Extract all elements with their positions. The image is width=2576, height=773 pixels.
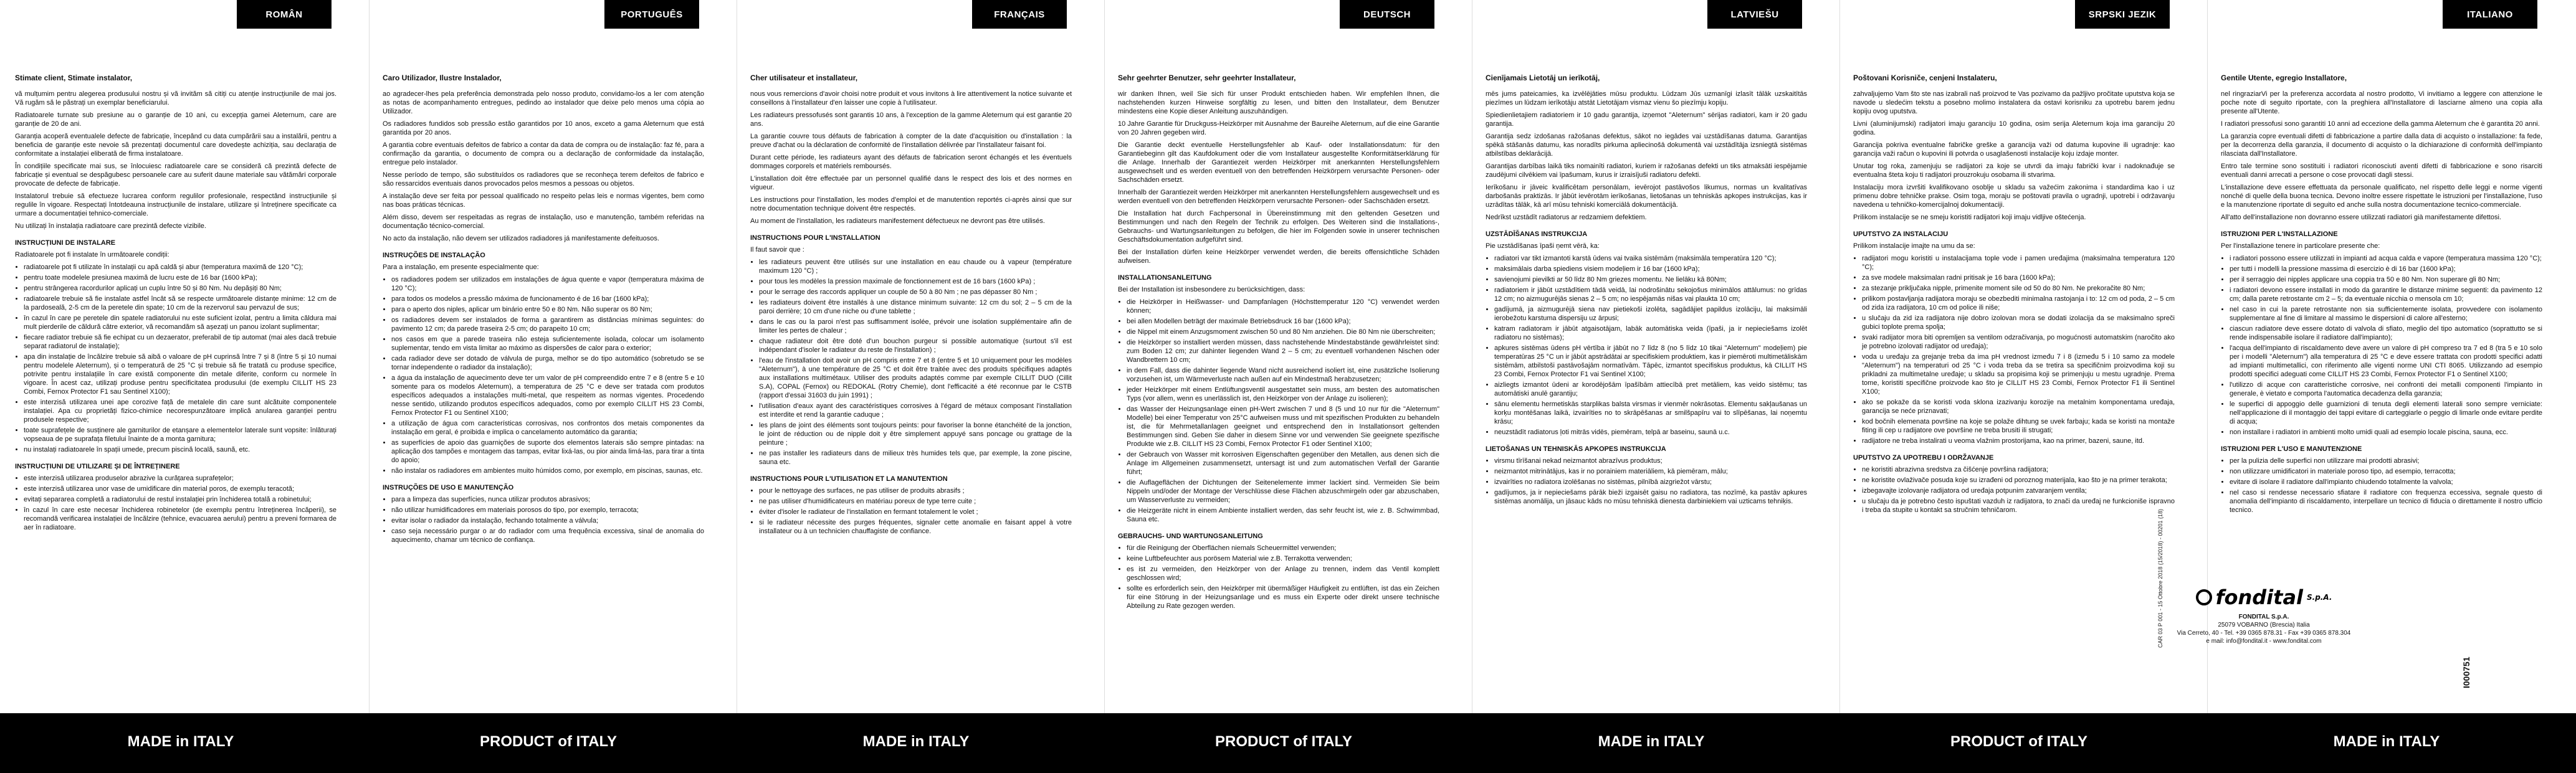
section-lead: Pie uzstādīšanas īpaši ņemt vērā, ka: xyxy=(1486,242,1600,250)
instruction-item: • radiatoarele trebuie să fie instalate astfel încât să se respecte următoarele distanțe minime: 12 cm de la pardoseală, 2-5 cm de la peretele din spate; 10 cm de la rezervorul sau pervazul de sus; xyxy=(24,295,336,312)
intro-paragraph: Au moment de l'installation, les radiateurs manifestement défectueux ne devront pas être utilisés. xyxy=(750,217,1045,225)
instruction-list xyxy=(750,486,1072,536)
language-column xyxy=(740,0,1080,713)
instruction-item: • jeder Heizkörper mit einem Entlüftungsventil ausgestattet sein muss, am besten des automatischen Typs (vor allem, wenn es unerlässlich ist, den Heizkörper von der Anlage zu isolieren); xyxy=(1127,386,1439,403)
instruction-item: • fiecare radiator trebuie să fie echipat cu un dezaerator, preferabil de tip automat (mai ales dacă trebuie separat radiatorul de instalație); xyxy=(24,333,336,351)
footer-label: PRODUCT of ITALY xyxy=(480,733,617,750)
intro-paragraph: Unutar tog roka, zamenjuju se radijatori za koje se utvrdi da imaju fabrički kvar i nadoknađuje se eventualna šteta koju ti radijatori prouzrokuju osobama ili stvarima. xyxy=(1853,163,2175,179)
instruction-item: • prilikom postavljanja radijatora moraju se obezbediti minimalna rastojanja i to: 12 cm od poda, 2 – 5 cm od zida iza radijatora, 10 cm od police ili niše; xyxy=(1862,295,2175,312)
instruction-item: • bei allen Modellen beträgt der maximale Betriebsdruck 16 bar (1600 kPa); xyxy=(1127,317,1439,326)
intro-paragraph: Radiatoarele turnate sub presiune au o garanție de 10 ani, cu excepția gamei Aleternum, care are garanție de 20 de ani. xyxy=(15,111,336,128)
instruction-item: • za sve modele maksimalan radni pritisak je 16 bara (1600 kPa); xyxy=(1862,273,2175,282)
instruction-item: • para todos os modelos a pressão máxima de funcionamento é de 16 bar (1600 kPa); xyxy=(391,295,704,303)
intro-paragraph: zahvaljujemo Vam što ste nas izabrali naš proizvod te Vas pozivamo da pažljivo pročitate uputstva koja se navode u sledećim tekstu a posebno molimo instalatera da ostavi korisniku za upotrebu barem jednu kopiju ovog uputstva. xyxy=(1853,90,2175,115)
instruction-item: • keine Luftbefeuchter aus porösem Material wie z.B. Terrakotta verwenden; xyxy=(1127,554,1439,563)
intro-paragraph: nel ringraziarVi per la preferenza accordata al nostro prodotto, Vi invitiamo a leggere con attenzione le poche note di seguito riportate, con la preghiera all'Installatore di lasciarne almeno una copia alla presente all'Utente. xyxy=(2221,90,2542,115)
section-lead: Radiatoarele pot fi instalate în următoarele condiții: xyxy=(15,251,169,258)
instruction-item: • non installare i radiatori in ambienti molto umidi quali ad esempio locale piscina, sauna, ecc. xyxy=(2230,428,2542,437)
intro-paragraph: vă mulțumim pentru alegerea produsului nostru și vă invităm să citiți cu atenție instrucțiunile de mai jos. Vă rugăm să le păstrați un exemplar beneficiarului. xyxy=(15,90,336,107)
greeting: Cher utilisateur et installateur, xyxy=(750,74,858,82)
instruction-item: • die Nippel mit einem Anzugsmoment zwischen 50 und 80 Nm anziehen. Die 80 Nm nie überschreiten; xyxy=(1127,328,1439,336)
instruction-item: • gadījumos, ja ir nepieciešams pārāk bieži izgaisēt gaisu no radiatora, tas nozīmē, ka pastāv apkures sistēmas anomālija, un jāsauc kāds no mūsu tehniskā dienesta darbiniekiem vai uzticams tehniķis. xyxy=(1494,488,1807,506)
instruction-item: • evitare di isolare il radiatore dall'impianto chiudendo totalmente la valvola; xyxy=(2230,478,2542,486)
instruction-item: • die Heizkörper in Heißwasser- und Dampfanlagen (Höchsttemperatur 120 °C) verwendet werden können; xyxy=(1127,298,1439,315)
footer-label: PRODUCT of ITALY xyxy=(1215,733,1352,750)
instruction-item: • maksimālais darba spiediens visiem modeļiem ir 16 bar (1600 kPa); xyxy=(1494,265,1807,273)
instruction-item: • os radiadores podem ser utilizados em instalações de água quente e vapor (temperatura máxima de 120 °C); xyxy=(391,275,704,293)
instruction-list xyxy=(15,474,336,532)
instruction-list xyxy=(1853,254,2175,445)
instruction-item: • ne pas utiliser d'humidificateurs en matériau poreux de type terre cuite ; xyxy=(759,497,1072,506)
section-title: INSTRUÇÕES DE USO E MANUTENÇÃO xyxy=(383,484,514,491)
instruction-item: • radiatoriem ir jābūt uzstādītiem tādā veidā, lai nodrošinātu sekojošus minimālos attālumus: no grīdas 12 cm; no aizmugurējās sienas 2 – 5 cm; no iespējamās nišas vai plaukta 10 cm; xyxy=(1494,286,1807,303)
document-code: CAR 03 P 001 - 15 Ottobre 2018 (15/2018) - 00201 (18) xyxy=(2157,509,2163,648)
footer-label: MADE in ITALY xyxy=(127,733,234,750)
intro-paragraph: Die Garantie deckt eventuelle Herstellungsfehler ab Kauf- oder Installationsdatum: für den Garantiebeginn gilt das Kaufdokument oder die vom Installateur ausgestellte Konformitätserklärung für die Anlage. Innerhalb der Garantiezeit werden Heizkörper mit anerkannten Herstellungsfehlern ausgewechselt und es werden eventuell von den betreffenden Heizkörpern verursachte Personen- oder Sachschäden ersetzt. xyxy=(1118,141,1439,184)
instruction-item: • aizliegts izmantot ūdeni ar korodējošām īpašībām attiecībā pret metāliem, kas veido sistēmu; tas automātiski anulē garantiju; xyxy=(1494,381,1807,398)
instruction-item: • gadījumā, ja aizmugurējā siena nav pietiekoši izolēta, sagādājiet papildus izolāciju, lai maksimāli ierobežotu karstuma dispersiju uz ārpusi; xyxy=(1494,305,1807,323)
intro-paragraph: Innerhalb der Garantiezeit werden Heizkörper mit anerkannten Herstellungsfehlern ausgewechselt und es werden eventuell von den betreffenden Heizkörpern verursachte Personen- oder Sachschäden ersetzt. xyxy=(1118,189,1439,205)
instruction-item: • der Gebrauch von Wasser mit korrosiven Eigenschaften gegenüber den Metallen, aus denen sich die Anlage im Allgemeinen zusammensetzt, untersagt ist und zum automatischen Verfall der Garantie führt; xyxy=(1127,450,1439,477)
instruction-item: • nos casos em que a parede traseira não esteja suficientemente isolada, colocar um isolamento suplementar, tendo em vista limitar ao máximo as dispersões de calor para o exterior; xyxy=(391,335,704,353)
instruction-item: • non utilizzare umidificatori in materiale poroso tipo, ad esempio, terracotta; xyxy=(2230,467,2542,476)
section-title: INSTRUCTIONS POUR L'UTILISATION ET LA MANUTENTION xyxy=(750,475,948,483)
section-lead: Prilikom instalacije imajte na umu da se: xyxy=(1853,242,1975,250)
section-lead: Per l'installazione tenere in particolare presente che: xyxy=(2221,242,2380,250)
instruction-item: • în cazul în care pe peretele din spatele radiatorului nu este suficient izolat, pentru a limita căldura mai mult pierderile de căldură către exterior, vă recomandăm să așezați un panou izolant suplimentar; xyxy=(24,314,336,331)
section-lead: Para a instalação, em presente especialmente que: xyxy=(383,263,539,271)
instruction-item: • as superfícies de apoio das guarnições de suporte dos elementos laterais são sempre pintadas: na aplicação dos tampões e montagem das tampas, evitar lixá-las, ou pior ainda limá-las, para tirar a tinta do apoio; xyxy=(391,439,704,465)
instruction-item: • a utilização de água com características corrosivas, nos confrontos dos metais componentes da instalação em geral, é proibida e implica o cancelamento automático da garantia; xyxy=(391,419,704,437)
instruction-item: • os radiadores devem ser instalados de forma a garantirem as distâncias mínimas seguintes: do pavimento 12 cm; da parede traseira 2-5 cm; do parapeito 10 cm; xyxy=(391,316,704,333)
logo-suffix: S.p.A. xyxy=(2307,593,2332,602)
footer-bar xyxy=(0,713,2576,773)
instruction-item: • não utilizar humidificadores em materiais porosos do tipo, por exemplo, terracota; xyxy=(391,506,704,515)
company-block xyxy=(2175,586,2353,685)
footer-label: PRODUCT of ITALY xyxy=(1950,733,2087,750)
greeting: Cienījamais Lietotāj un ierīkotāj, xyxy=(1486,74,1600,82)
section-title: INSTRUCTIONS POUR L'INSTALLATION xyxy=(750,234,880,242)
intro-paragraph: În condițiile specificate mai sus, se înlocuiesc radiatoarele care se consideră că prezintă defecte de fabricație și eventual se despăgubesc persoanele care au suferit daune materiale sau vătămări corporale provocate de defecte de fabricație. xyxy=(15,163,336,187)
greeting: Stimate client, Stimate instalator, xyxy=(15,74,133,82)
intro-paragraph: Garancija pokriva eventualne fabričke greške a garancija važi od datuma kupovine ili ugradnje: kao garancija važi račun o kupovini ili potvrda o usaglašenosti instalacije koju izdaje monter. xyxy=(1853,141,2175,158)
instruction-item: • ako se pokaže da se koristi voda sklona izazivanju korozije na metalnim komponentama uređaja, garancija se neće priznavati; xyxy=(1862,398,2175,415)
section-title: INSTRUCȚIUNI DE INSTALARE xyxy=(15,239,116,247)
intro-paragraph: Garantija sedz izdošanas ražošanas defektus, sākot no iegādes vai uzstādīšanas datuma. Garantijas spēkā stāšanās datumu, kas noradīts pirkuma apliecinošā dokumentā vai uzstādītāja izsniegtā sistēmas atbilstības deklarācijā. xyxy=(1486,133,1807,158)
instruction-item: • radiatori var tikt izmantoti karstā ūdens vai tvaika sistēmām (maksimāla temperatūra 120 °C); xyxy=(1494,254,1807,263)
instruction-list xyxy=(383,495,704,544)
instruction-item: • si le radiateur nécessite des purges fréquentes, signaler cette anomalie en faisant appel à votre installateur ou à un technicien chauffagiste de confiance. xyxy=(759,518,1072,536)
intro-paragraph: wir danken Ihnen, weil Sie sich für unser Produkt entschieden haben. Wir empfehlen Ihnen, die nachstehenden kurzen Hinweise sorgfältig zu lesen, und bitten den Installateur, dem Benutzer mindestens eine Kopie dieser Anleitung auszuhändigen. xyxy=(1118,90,1439,115)
instruction-list xyxy=(383,275,704,475)
logo-mark-icon xyxy=(2196,589,2212,605)
intro-paragraph: Nesse período de tempo, são substituídos os radiadores que se reconheça terem defeitos de fabrico e são ressarcidos eventuais danos provocados pelos mesmos a pessoas ou objetos. xyxy=(383,171,704,187)
instruction-item: • le superfici di appoggio delle guarnizioni di tenuta degli elementi laterali sono sempre verniciate: nell'applicazione di il montaggio dei tappi evitare di carteggiarle o peggio di limarle onde evitare perdite di acqua; xyxy=(2230,400,2542,426)
instruction-item: • izvairīties no radiatora izolēšanas no sistēmas, pilnībā aizgriežot vārstu; xyxy=(1494,478,1807,486)
footer-label: MADE in ITALY xyxy=(862,733,970,750)
instruction-item: • apa din instalație de încălzire trebuie să aibă o valoare de pH cuprinsă între 7 și 8 (între 5 și 10 numai pentru modelele Aleternum), și o temperatură de 25 °C și trebuie să fie tratată cu produse specifice, potrivite pentru instalațiile în care există componente din metale diferite, conform cu normele în vigoare. În acest caz, utilizați produse pentru specificitatea produsului (de exemplu CILLIT HS 23 Combi, Fernox Protector F1 sau Sentinel X100); xyxy=(24,353,336,396)
language-column xyxy=(5,0,345,713)
language-column xyxy=(1843,0,2183,713)
instruction-item: • evitați separarea completă a radiatorului de restul instalației prin închiderea totală a robinetului; xyxy=(24,495,336,504)
instruction-item: • ne pas installer les radiateurs dans de milieux très humides tels que, par exemple, la zone piscine, sauna etc. xyxy=(759,449,1072,467)
intro-paragraph: Les instructions pour l'installation, les modes d'emploi et de manutention reportés ci-après ainsi que sur notre documentation technique doivent être respectés. xyxy=(750,196,1072,212)
section-title: UZSTĀDĪŠANAS INSTRUKCIJA xyxy=(1486,230,1588,238)
instruction-item: • pentru strângerea racordurilor aplicați un cuplu între 50 și 80 Nm. Nu depășiți 80 Nm; xyxy=(24,284,336,293)
language-tab: ROMÂN xyxy=(237,0,332,29)
greeting: Caro Utilizador, Ilustre Instalador, xyxy=(383,74,502,82)
instruction-item: • nel caso in cui la parete retrostante non sia sufficientemente isolata, provvedere con isolamento supplementare al fine di limitare al massimo le dispersioni di calore all'esterno; xyxy=(2230,305,2542,323)
footer-label: MADE in ITALY xyxy=(1598,733,1705,750)
instruction-item: • izbegavajte izolovanje radijatora od uređaja potpunim zatvaranjem ventila; xyxy=(1862,486,2175,495)
intro-paragraph: mēs jums pateicamies, ka izvēlējāties mūsu produktu. Lūdzam Jūs uzmanīgi izlasīt tālāk uzskaitītās piezīmes un lūdzam ierīkotāju atstāt Lietotājam vismaz vienu šo piezīmju kopiju. xyxy=(1486,90,1807,107)
instruction-item: • nu instalați radiatoarele în spații umede, precum piscină locală, saună, etc. xyxy=(24,445,336,454)
section-title: ISTRUZIONI PER L'INSTALLAZIONE xyxy=(2221,230,2338,238)
column-divider xyxy=(369,0,370,713)
instruction-list xyxy=(1486,254,1807,437)
intro-paragraph: ao agradecer-lhes pela preferência demonstrada pelo nosso produto, convidamo-los a ler com atenção as notas de acompanhamento entregues, pedindo ao instalador que deixe pelo menos uma cópia ao Utilizador. xyxy=(383,90,704,115)
instruction-item: • die Heizkörper so installiert werden müssen, dass nachstehende Mindestabstände gewährleistet sind: zum Boden 12 cm; zur dahinter liegenden Wand 2 – 5 cm; zu eventuell vorhandenen Nischen oder Wandbrettern 10 cm; xyxy=(1127,338,1439,364)
greeting: Gentile Utente, egregio Installatore, xyxy=(2221,74,2347,82)
instruction-item: • chaque radiateur doit être doté d'un bouchon purgeur si possible automatique (surtout s'il est indépendant d'isoler le radiateur du reste de l'installation) ; xyxy=(759,337,1072,354)
language-tab: SRPSKI JEZIK xyxy=(2075,0,2170,29)
section-title: GEBRAUCHS- UND WARTUNGSANLEITUNG xyxy=(1118,533,1263,540)
instruction-item: • u slučaju da je potrebno često ispuštati vazduh iz radijatora, to znači da uređaj ne funkcioniše ispravno i treba da stupite u kontakt sa stručnim tehničarom. xyxy=(1862,497,2175,515)
intro-paragraph: Die Installation hat durch Fachpersonal in Übereinstimmung mit den geltenden Gesetzen und Bestimmungen und nach den Regeln der Technik zu erfolgen. Des Weiteren sind die Installations-, Gebrauchs- und Wartungsanleitungen zu befolgen, die hier im Folgenden sowie in unserer technischen Geschäftsdokumentation aufgeführt sind. xyxy=(1118,210,1439,244)
instruction-item: • ne koristiti abrazivna sredstva za čišćenje površina radijatora; xyxy=(1862,465,2175,474)
instruction-item: • nel caso si rendesse necessario sfiatare il radiatore con frequenza eccessiva, segnale questo di anomalia dell'impianto di riscaldamento, interpellare un tecnico di fiducia o direttamente il nostro ufficio tecnico. xyxy=(2230,488,2542,515)
instruction-item: • in dem Fall, dass die dahinter liegende Wand nicht ausreichend isoliert ist, eine zusätzliche Isolierung vorzusehen ist, um Wärmeverluste nach außen auf ein Mindestmaß herabzusetzen; xyxy=(1127,366,1439,384)
instruction-item: • a água da instalação de aquecimento deve ter um valor de pH compreendido entre 7 e 8 (entre 5 e 10 somente para os modelos Aleternum), a temperatura de 25 °C e deve ser tratada com produtos específicos adequados a instalações multi-metal, que respeitem as normas vigentes. Procedendo nesse sentido, utilizando produtos específicos adequados, como por exemplo CILLIT HS 23 Combi, Fernox Protector F1 ou Sentinel X100; xyxy=(391,374,704,417)
instruction-item: • l'acqua dell'impianto di riscaldamento deve avere un valore di pH compreso tra 7 ed 8 (tra 5 e 10 solo per i modelli "Aleternum") alla temperatura di 25 °C e deve essere trattata con prodotti specifici adatti ad impianti multimetallici, con riferimento alle vigenti norme UNI CTI 8065. Utilizzando ad esempio prodotti specifici adeguati come CILLIT HS 23 Combi, Fernox Protector F1 o Sentinel X100; xyxy=(2230,344,2542,379)
language-column xyxy=(1476,0,1816,713)
instruction-item: • l'utilisation d'eaux ayant des caractéristiques corrosives à l'égard de métaux composant l'installation est interdite et rend la garantie caduque ; xyxy=(759,402,1072,419)
language-column xyxy=(1108,0,1448,713)
instruction-item: • per la pulizia delle superfici non utilizzare mai prodotti abrasivi; xyxy=(2230,457,2542,465)
instruction-item: • cada radiador deve ser dotado de válvula de purga, melhor se do tipo automático (sobretudo se se tornar independente o radiador da instalação); xyxy=(391,354,704,372)
instruction-item: • es ist zu vermeiden, den Heizkörper von der Anlage zu trennen, indem das Ventil komplett geschlossen wird; xyxy=(1127,565,1439,582)
instruction-list xyxy=(1853,465,2175,515)
instruction-item: • les plans de joint des éléments sont toujours peints: pour favoriser la bonne étanchéité de la jonction, le joint de réduction ou de nipple doit y être simplement appuyé sans poncage ou grattage de la peinture ; xyxy=(759,421,1072,447)
intro-paragraph: No acto da instalação, não devem ser utilizados radiadores já manifestamente defeituosos. xyxy=(383,235,659,242)
instruction-item: • die Auflageflächen der Dichtungen der Seitenelemente immer lackiert sind. Vermeiden Sie beim Nippeln und/oder der Montage der Verschlüsse diese Flächen abzuschmirgeln oder gar abzuschaben, um Wasserverluste zu vermeiden; xyxy=(1127,478,1439,505)
instruction-list xyxy=(2221,254,2542,437)
instruction-list xyxy=(1118,544,1439,610)
company-address-1: 25079 VOBARNO (Brescia) Italia xyxy=(2218,622,2310,628)
instruction-item: • não instalar os radiadores em ambientes muito húmidos como, por exemplo, em piscinas, saunas, etc. xyxy=(391,467,704,475)
instruction-list xyxy=(750,258,1072,467)
section-title: UPUTSTVO ZA UPOTREBU I ODRŽAVANJE xyxy=(1853,454,1994,462)
intro-paragraph: All'atto dell'installazione non dovranno essere utilizzati radiatori già manifestamente difettosi. xyxy=(2221,214,2501,221)
instruction-item: • este interzisă utilizarea produselor abrazive la curățarea suprafețelor; xyxy=(24,474,336,483)
section-title: ISTRUZIONI PER L'USO E MANUTENZIONE xyxy=(2221,445,2362,453)
instruction-item: • este interzisă utilizarea unei ape corozive față de metalele din care sunt alcătuite componentele instalației. Apa cu proprietăți fizico-chimice necorespunzătoare implică anularea garanției pentru produsele respective; xyxy=(24,398,336,424)
section-title: INSTRUCȚIUNI DE UTILIZARE ȘI DE ÎNTREȚINERE xyxy=(15,463,180,470)
instruction-item: • neuzstādīt radiatorus ļoti mitrās vidēs, piemēram, telpā ar baseinu, saunā u.c. xyxy=(1494,428,1807,437)
instruction-item: • caso seja necessário purgar o ar do radiador com uma frequência excessiva, sinal de anomalia do aquecimento, chamar um técnico de confiança. xyxy=(391,527,704,544)
instruction-item: • toate suprafețele de susținere ale garniturilor de etanșare a elementelor laterale sunt vopsite: înlăturați vopseaua de pe suprafața filetului înainte de a monta garnitura; xyxy=(24,426,336,443)
instruction-item: • i radiatori devono essere installati in modo da garantire le distanze minime seguenti: da pavimento 12 cm; dalla parete retrostante cm 2 – 5; da eventuale nicchia o mensola cm 10; xyxy=(2230,286,2542,303)
intro-paragraph: La garanzia copre eventuali difetti di fabbricazione a partire dalla data di acquisto o installazione: fa fede, per la decorrenza della garanzia, il documento di acquisto o la dichiarazione di conformità dell'impianto rilasciata dall'Installatore. xyxy=(2221,133,2542,158)
instruction-item: • virsmu tīrīšanai nekad neizmantot abrazīvus produktus; xyxy=(1494,457,1807,465)
intro-paragraph: Ierīkošanu ir jāveic kvalificētam personālam, ievērojot pastāvošos likumus, normas un kvalitatīvas darbošanās praktizās. Ir jābūt ievērotām ierīkošanas, lietošanas un tehniskās apkopes instrukcijas, kas ir uzrādītas tālāk, kā arī mūsu tehniski komerciālā dokumentācijā. xyxy=(1486,184,1807,209)
language-tab: LATVIEŠU xyxy=(1707,0,1802,29)
instruction-item: • ciascun radiatore deve essere dotato di valvola di sfiato, meglio del tipo automatico (soprattutto se si rende indispensabile isolare il radiatore dall'impianto); xyxy=(2230,325,2542,342)
instruction-item: • evitar isolar o radiador da instalação, fechando totalmente a válvula; xyxy=(391,516,704,525)
section-lead: Il faut savoir que : xyxy=(750,246,804,254)
instruction-item: • dans le cas ou la paroi n'est pas suffisamment isolée, prévoir une isolation supplémentaire afin de limiter les pertes de chaleur ; xyxy=(759,318,1072,335)
instruction-list xyxy=(1118,298,1439,524)
intro-paragraph: Bei der Installation dürfen keine Heizkörper verwendet werden, die bereits offensichtliche Schäden aufweisen. xyxy=(1118,249,1439,265)
instruction-item: • apkures sistēmas ūdens pH vērtība ir jābūt no 7 līdz 8 (no 5 līdz 10 tikai "Aleternum" modeļiem) pie temperatūras 25 °C un ir jābūt apstrādātai ar specifiskiem produktiem, kas ir piemēroti multimetāliskām sistēmām, atbilstoši pastāvošajām normatīvām. Tāpēc, izmantot specifiskus produktus, kā CILLIT HS 23 Combi, Fernox Protector F1 vai Sentinel X100; xyxy=(1494,344,1807,379)
language-tab: FRANÇAIS xyxy=(972,0,1067,29)
intro-paragraph: nous vous remercions d'avoir choisi notre produit et vous invitons à lire attentivement la notice suivante et conseillons à l'installateur d'en laisser une copie à l'utilisateur. xyxy=(750,90,1072,107)
intro-paragraph: A garantia cobre eventuais defeitos de fabrico a contar da data de compra ou de instalação: faz fé, para a confirmação da garantia, o documento de compra ou a declaração de conformidade da instalação, entregue pelo instalador. xyxy=(383,141,704,166)
instruction-item: • sānu elementu hermetiskās starplikas balsta virsmas ir vienmēr nokrāsotas. Elementu sakļaušanas un korķu montēšanas laikā, izvairīties no to skrāpēšanas ar smilšpapīru vai to slīpēšanas, lai noņemtu krāsu; xyxy=(1494,400,1807,426)
logo-text: fondital xyxy=(2215,586,2303,609)
instruction-item: • pour le nettoyage des surfaces, ne pas utiliser de produits abrasifs ; xyxy=(759,486,1072,495)
language-tab: PORTUGUÊS xyxy=(604,0,699,29)
instruction-item: • für die Reinigung der Oberflächen niemals Scheuermittel verwenden; xyxy=(1127,544,1439,552)
fondital-logo xyxy=(2175,586,2353,609)
intro-paragraph: Prilikom instalacije se ne smeju koristiti radijatori koji imaju vidljive oštećenja. xyxy=(1853,214,2086,221)
column-divider xyxy=(1104,0,1105,713)
instruction-item: • para a limpeza das superfícies, nunca utilizar produtos abrasivos; xyxy=(391,495,704,504)
instruction-item: • za stezanje priključaka nipple, primenite moment sile od 50 do 80 Nm. Ne prekoračite 80 Nm; xyxy=(1862,284,2175,293)
intro-paragraph: Spiedienlietajiem radiatoriem ir 10 gadu garantija, izņemot "Aleternum" sērijas radiatori, kam ir 20 gadu garantija. xyxy=(1486,111,1807,128)
instruction-item: • kod bočnih elemenata površine na koje se polaže dihtung se uvek farbaju; kada se koristi na montaže fiting ili cep u radijatore ove površine ne treba brusiti ili strugati; xyxy=(1862,417,2175,435)
language-tab: DEUTSCH xyxy=(1340,0,1434,29)
intro-paragraph: Garanția acoperă eventualele defecte de fabricație, începând cu data cumpărării sau a instalării, pentru a beneficia de garanție este nevoie să prezentați documentul care dovedește achiziția, sau declarația de conformitate a instalației eliberată de firma instalatoare. xyxy=(15,133,336,158)
instruction-item: • svaki radijator mora biti opremljen sa ventilom odzračivanja, po mogućnosti automatskim (naročito ako je potrebno izolovati radijator od uređaja); xyxy=(1862,333,2175,351)
instruction-item: • este interzisă utilizarea unor vase de umidificare din material poros, de exemplu teracotă; xyxy=(24,485,336,493)
instruction-item: • radijatore ne treba instalirati u veoma vlažnim prostorijama, kao na primer, bazeni, saune, itd. xyxy=(1862,437,2175,445)
intro-paragraph: Garantijas darbības laikā tiks nomainīti radiatori, kuriem ir ražošanas defekti un tiks atmaksāti iespējamie zaudējumi cilvēkiem vai īpašumam, kurus ir izraisījuši radiatoru defekti. xyxy=(1486,163,1807,179)
instruction-item: • u slučaju da zid iza radijatora nije dobro izolovan mora se dodati izolacija da se maksimalno spreči gubici toplote prema spolja; xyxy=(1862,314,2175,331)
instruction-item: • para o aperto dos niples, aplicar um binário entre 50 e 80 Nm. Não superar os 80 Nm; xyxy=(391,305,704,314)
intro-paragraph: L'installazione deve essere effettuata da personale qualificato, nel rispetto delle leggi e norme vigenti nonché di quelle della buona tecnica. Devono inoltre essere rispettate le istruzioni per l'installazione, l'uso e la manutenzione riportate di seguito ed anche sulla nostra documentazione tecnico-commerciale. xyxy=(2221,184,2542,209)
intro-paragraph: Nedrīkst uzstādīt radiatorus ar redzamiem defektiem. xyxy=(1486,214,1647,221)
instruction-item: • i radiatori possono essere utilizzati in impianti ad acqua calda e vapore (temperatura massima 120 °C); xyxy=(2230,254,2542,263)
intro-paragraph: Instalaciju mora izvršiti kvalifikovano osoblje u skladu sa važećim zakonima i standardima kao i uz primenu dobre tehničke prakse. Osim toga, moraju se poštovati pravila o ugradnji, upotrebi i održavanju navedena u tehničko-komercijalnoj dokumentaciji. xyxy=(1853,184,2175,209)
greeting: Poštovani Korisniče, cenjeni Instalateru, xyxy=(1853,74,1997,82)
instruction-item: • per il serraggio dei nipples applicare una coppia tra 50 e 80 Nm. Non superare gli 80 Nm; xyxy=(2230,275,2542,284)
instruction-item: • pour le serrage des raccords appliquer un couple de 50 à 80 Nm ; ne pas dépasser 80 Nm ; xyxy=(759,288,1072,296)
intro-paragraph: Durant cette période, les radiateurs ayant des défauts de fabrication seront échangés et les éventuels dommages corporels et matériels remboursés. xyxy=(750,154,1072,170)
instruction-list xyxy=(2221,457,2542,515)
greeting: Sehr geehrter Benutzer, sehr geehrter Installateur, xyxy=(1118,74,1296,82)
instruction-item: • voda u uređaju za grejanje treba da ima pH vrednost između 7 i 8 (između 5 i 10 samo za modele "Aleternum") na temperaturi od 25 °C i voda treba da se tretira sa specifičnim proizvodima koji su prikladni za multimetalne uređaje; u skladu sa propisima koji se primenjuju u mestu ugradnje. Prema tome, koristiti specifične proizvode kao što je CILLIT HS 23 Combi, Fernox Protector F1 ili Sentinel X100; xyxy=(1862,353,2175,396)
language-column xyxy=(373,0,713,713)
instruction-item: • ne koristite ovlaživače posuda koje su izrađeni od poroznog materijala, kao što je na primer terakota; xyxy=(1862,476,2175,485)
intro-paragraph: Os radiadores fundidos sob pressão estão garantidos por 10 anos, exceto a gama Aleternum que está garantida por 20 anos. xyxy=(383,120,704,136)
instruction-list xyxy=(1486,457,1807,506)
footer-label: MADE in ITALY xyxy=(2333,733,2440,750)
intro-paragraph: Além disso, devem ser respeitadas as regras de instalação, uso e manutenção, também referidas na documentação técnico-comercial. xyxy=(383,214,704,230)
instruction-item: • les radiateurs peuvent être utilisés sur une installation en eau chaude ou à vapeur (température maximum 120 °C) ; xyxy=(759,258,1072,275)
intro-paragraph: L'installation doit être effectuée par un personnel qualifié dans le respect des lois et des normes en vigueur. xyxy=(750,175,1072,191)
instruction-item: • în cazul în care este necesar închiderea robinetelor (de exemplu pentru întreținerea încăperii), se recomandă verificarea instalației de încălzire (tehnice, evacuarea aerului) pentru a preveni formarea de aer în radiatoare. xyxy=(24,506,336,532)
company-name: FONDITAL S.p.A. xyxy=(2238,614,2289,620)
instruction-item: • pentru toate modelele presiunea maximă de lucru este de 16 bar (1600 kPa); xyxy=(24,273,336,282)
section-title: LIETOŠANAS UN TEHNISKĀS APKOPES INSTRUKCIJA xyxy=(1486,445,1666,453)
instruction-item: • les radiateurs doivent être installés à une distance minimum suivante: 12 cm du sol; 2 – 5 cm de la paroi derrière; 10 cm d'une niche ou d'une tablette ; xyxy=(759,298,1072,316)
instruction-item: • neizmantot mitrinātājus, kas ir no porainiem materiāliem, kā piemēram, mālu; xyxy=(1494,467,1807,476)
intro-paragraph: Nu utilizați în instalația radiatoare care prezintă defecte vizibile. xyxy=(15,222,206,230)
intro-paragraph: Livni (aluminijumski) radijatori imaju garanciju 10 godina, osim serija Aleternum koja ima garanciju 20 godina. xyxy=(1853,120,2175,136)
intro-paragraph: Entro tale termine sono sostituiti i radiatori riconosciuti aventi difetti di fabbricazione e sono risarciti eventuali danni arrecati a persone o cose provocati dagli stessi. xyxy=(2221,163,2542,179)
company-web: e mail: info@fondital.it - www.fondital.com xyxy=(2206,638,2322,645)
column-divider xyxy=(1839,0,1840,713)
instruction-item: • sollte es erforderlich sein, den Heizkörper mit übermäßiger Häufigkeit zu entlüften, ist das ein Zeichen für eine Störung in der Heizungsanlage und es muss ein Experte oder direkt unsere technische Abteilung zu Rate gezogen werden. xyxy=(1127,584,1439,610)
instruction-item: • per tutti i modelli la pressione massima di esercizio è di 16 bar (1600 kPa); xyxy=(2230,265,2542,273)
instruction-item: • savienojumi pievilkti ar 50 līdz 80 Nm griezes momentu. Ne lielāku kā 80Nm; xyxy=(1494,275,1807,284)
section-lead: Bei der Installation ist insbesondere zu berücksichtigen, dass: xyxy=(1118,286,1305,293)
intro-paragraph: I radiatori pressofusi sono garantiti 10 anni ad eccezione della gamma Aleternum che è garantita 20 anni. xyxy=(2221,120,2540,128)
intro-paragraph: A instalação deve ser feita por pessoal qualificado no respeito pelas leis e normas vigentes, bem como nas boas práticas técnicas. xyxy=(383,192,704,209)
document-number: I000751 xyxy=(2461,657,2471,688)
intro-paragraph: Les radiateurs pressofusés sont garantis 10 ans, à l'exception de la gamme Aleternum qui est garantie 20 ans. xyxy=(750,111,1072,128)
company-address-2: Via Cerreto, 40 - Tel. +39 0365 878.31 - Fax +39 0365 878.304 xyxy=(2177,630,2351,637)
section-title: UPUTSTVO ZA INSTALACIJU xyxy=(1853,230,1949,238)
intro-paragraph: Instalatorul trebuie să efectueze lucrarea conform regulilor profesionale, respectând instrucțiunile și regulile în vigoare. Respectați întotdeauna instrucțiunile de instalare, utilizare și întreținere specificate ca urmare a documentației tehnico-comerciale. xyxy=(15,192,336,217)
instruction-item: • éviter d'isoler le radiateur de l'installation en fermant totalement le volet ; xyxy=(759,508,1072,516)
intro-paragraph: 10 Jahre Garantie für Druckguss-Heizkörper mit Ausnahme der Baureihe Aleternum, auf die eine Garantie von 20 Jahren gegeben wird. xyxy=(1118,120,1439,136)
section-title: INSTALLATIONSANLEITUNG xyxy=(1118,274,1212,282)
instruction-item: • das Wasser der Heizungsanlage einen pH-Wert zwischen 7 und 8 (5 und 10 nur für die "Aleternum" Modelle) bei einer Temperatur von 25°C aufweisen muss und mit spezifischen Produkten zu behandeln ist, die für Mehrmetallanlagen geeignet und entsprechend den in Installationsort geltenden Bestimmungen sind. Geben Sie daher in diesem Sinne vor und verwenden Sie geeignete spezifische Produkte wie z.B. CILLIT HS 23 Combi, Fernox Protector F1 oder Sentinel X100; xyxy=(1127,405,1439,448)
instruction-item: • radiatoarele pot fi utilizate în instalații cu apă caldă și abur (temperatura maximă de 120 °C); xyxy=(24,263,336,272)
instruction-item: • l'eau de l'installation doit avoir un pH compris entre 7 et 8 (entre 5 et 10 uniquement pour les modèles "Aleternum"), à une température de 25 °C et doit être traitée avec des produits spécifiques adaptés aux installations multimétaux. Utiliser des produits adaptés comme par exemple CILLIT DUO (Cillit S.A), COPAL (Fernox) ou REDOKAL (Rotry Chemie), dont l'efficacité a été reconnue par le CSTB (rapport d'essai 31603 du juin 1991) ; xyxy=(759,356,1072,400)
instruction-item: • die Heizgeräte nicht in einem Ambiente installiert werden, das sehr feucht ist, wie z. B. Schwimmbad, Sauna etc. xyxy=(1127,506,1439,524)
instruction-item: • pour tous les modèles la pression maximale de fonctionnement est de 16 bars (1600 kPa) ; xyxy=(759,277,1072,286)
section-title: INSTRUÇÕES DE INSTALAÇÃO xyxy=(383,252,485,259)
intro-paragraph: La garantie couvre tous défauts de fabrication à compter de la date d'acquisition ou d'installation : la preuve d'achat ou la déclaration de conformité de l'installation délivrée par l'installateur faisant foi. xyxy=(750,133,1072,149)
instruction-item: • l'utilizzo di acque con caratteristiche corrosive, nei confronti dei metalli componenti l'impianto in generale, è vietato e comporta l'automatica decadenza della garanzia; xyxy=(2230,381,2542,398)
instruction-item: • radijatori mogu koristiti u instalacijama tople vode i pamen uređajima (maksimalna temperatura 120 °C); xyxy=(1862,254,2175,272)
instruction-item: • katram radiatoram ir jābūt atgaisotājam, labāk automātiska veida (īpaši, ja ir nepieciešams izolēt radiatoru no sistēmas); xyxy=(1494,325,1807,342)
instruction-list xyxy=(15,263,336,454)
language-tab: ITALIANO xyxy=(2443,0,2537,29)
